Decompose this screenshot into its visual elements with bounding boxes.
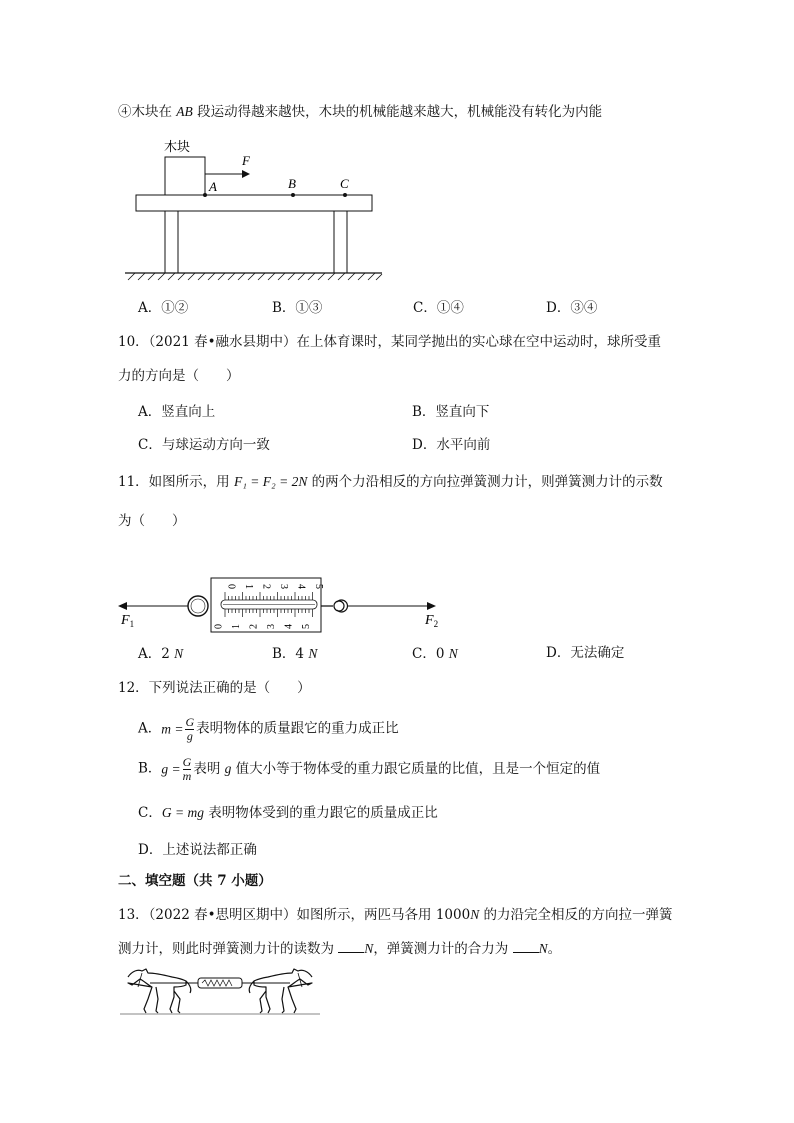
q12-option-b[interactable]: B．g = $\frac{G}{m}$ 表明 g 值大小等于物体受的重力跟它质量的比值，且是一个恒定的值 xyxy=(138,755,601,783)
scale-number-top: 0 xyxy=(225,584,237,589)
point-a-label: A xyxy=(209,179,217,194)
q10-option-d[interactable]: D．水平向前 xyxy=(412,437,491,453)
q9-item-4: ④木块在 AB 段运动得越来越快，木块的机械能越来越大，机械能没有转化为内能 xyxy=(118,104,603,120)
q9-option-b[interactable]: B．①③ xyxy=(272,300,323,316)
scale-number-bottom: 4 xyxy=(283,624,295,629)
scale-number-top: 1 xyxy=(243,584,254,589)
point-c-dot xyxy=(343,193,347,197)
figure-horses-pulling-scale xyxy=(120,963,320,1019)
q11-option-c[interactable]: C．0 N xyxy=(412,646,458,662)
figure-block-on-table xyxy=(120,135,390,285)
q10-option-b[interactable]: B．竖直向下 xyxy=(412,404,490,420)
scale-number-top: 3 xyxy=(278,584,289,589)
horse-left xyxy=(128,969,191,1013)
q11-option-b[interactable]: B．4 N xyxy=(272,646,318,662)
point-b-dot xyxy=(291,193,295,197)
q10-option-c[interactable]: C．与球运动方向一致 xyxy=(138,437,270,453)
scale-number-top: 4 xyxy=(295,584,307,589)
q9-option-a[interactable]: A．①② xyxy=(138,300,189,316)
q13-stem-line1: 13．（2022 春•思明区期中）如图所示，两匹马各用 1000N 的力沿完全相反的方向拉一弹簧 xyxy=(118,907,673,923)
point-a-dot xyxy=(203,193,207,197)
force-label: F xyxy=(242,153,250,168)
scale-number-bottom: 2 xyxy=(248,624,260,629)
point-c-label: C xyxy=(340,176,349,191)
q9-option-d[interactable]: D．③④ xyxy=(546,300,598,316)
q11-formula: F₁ = F₂ = 2N xyxy=(233,474,308,489)
scale-number-bottom: 5 xyxy=(301,624,312,629)
q13-stem-line2: 测力计，则此时弹簧测力计的读数为 N，弹簧测力计的合力为 N。 xyxy=(118,941,562,957)
answer-blank-1[interactable] xyxy=(338,940,364,953)
scale-number-bottom: 3 xyxy=(266,624,277,629)
q11-stem-line1: 11．如图所示，用 F₁ = F₂ = 2N 的两个力沿相反的方向拉弹簧测力计，则弹簧测力计的示数 xyxy=(118,474,663,490)
q9-option-c[interactable]: C．①④ xyxy=(413,300,464,316)
wood-block xyxy=(165,157,205,195)
scale-number-bottom: 1 xyxy=(231,624,242,629)
point-b-label: B xyxy=(288,176,296,191)
q10-stem-line1: 10．（2021 春•融水县期中）在上体育课时，某同学抛出的实心球在空中运动时，球所受重 xyxy=(118,334,662,350)
q12-option-c[interactable]: C．G = mg 表明物体受到的重力跟它的质量成正比 xyxy=(138,805,438,821)
table-leg-right xyxy=(334,211,347,273)
section-title-fill-in: 二、填空题（共 7 小题） xyxy=(118,873,272,889)
q12-stem: 12．下列说法正确的是（ ） xyxy=(118,680,311,696)
q10-stem-line2: 力的方向是（ ） xyxy=(118,368,240,384)
answer-blank-2[interactable] xyxy=(513,940,539,953)
q12-option-d[interactable]: D．上述说法都正确 xyxy=(138,842,257,858)
q11-stem-line2: 为（ ） xyxy=(118,513,186,529)
table-leg-left xyxy=(165,211,178,273)
q11-option-a[interactable]: A．2 N xyxy=(138,646,184,662)
scale-number-bottom: 0 xyxy=(213,624,225,629)
figure-spring-scale xyxy=(115,572,445,634)
horse-right xyxy=(249,969,312,1013)
q10-option-a[interactable]: A．竖直向上 xyxy=(138,404,216,420)
scale-number-top: 5 xyxy=(313,584,324,589)
f1-label: $F_1$ xyxy=(121,613,135,629)
q12-option-a[interactable]: A．m = $\frac{G}{g}$ 表明物体的质量跟它的重力成正比 xyxy=(138,715,399,743)
f2-label: $F_2$ xyxy=(425,613,439,629)
block-label: 木块 xyxy=(164,139,191,154)
scale-number-top: 2 xyxy=(260,584,272,589)
q11-option-d[interactable]: D．无法确定 xyxy=(546,645,625,661)
table-top xyxy=(136,195,372,211)
